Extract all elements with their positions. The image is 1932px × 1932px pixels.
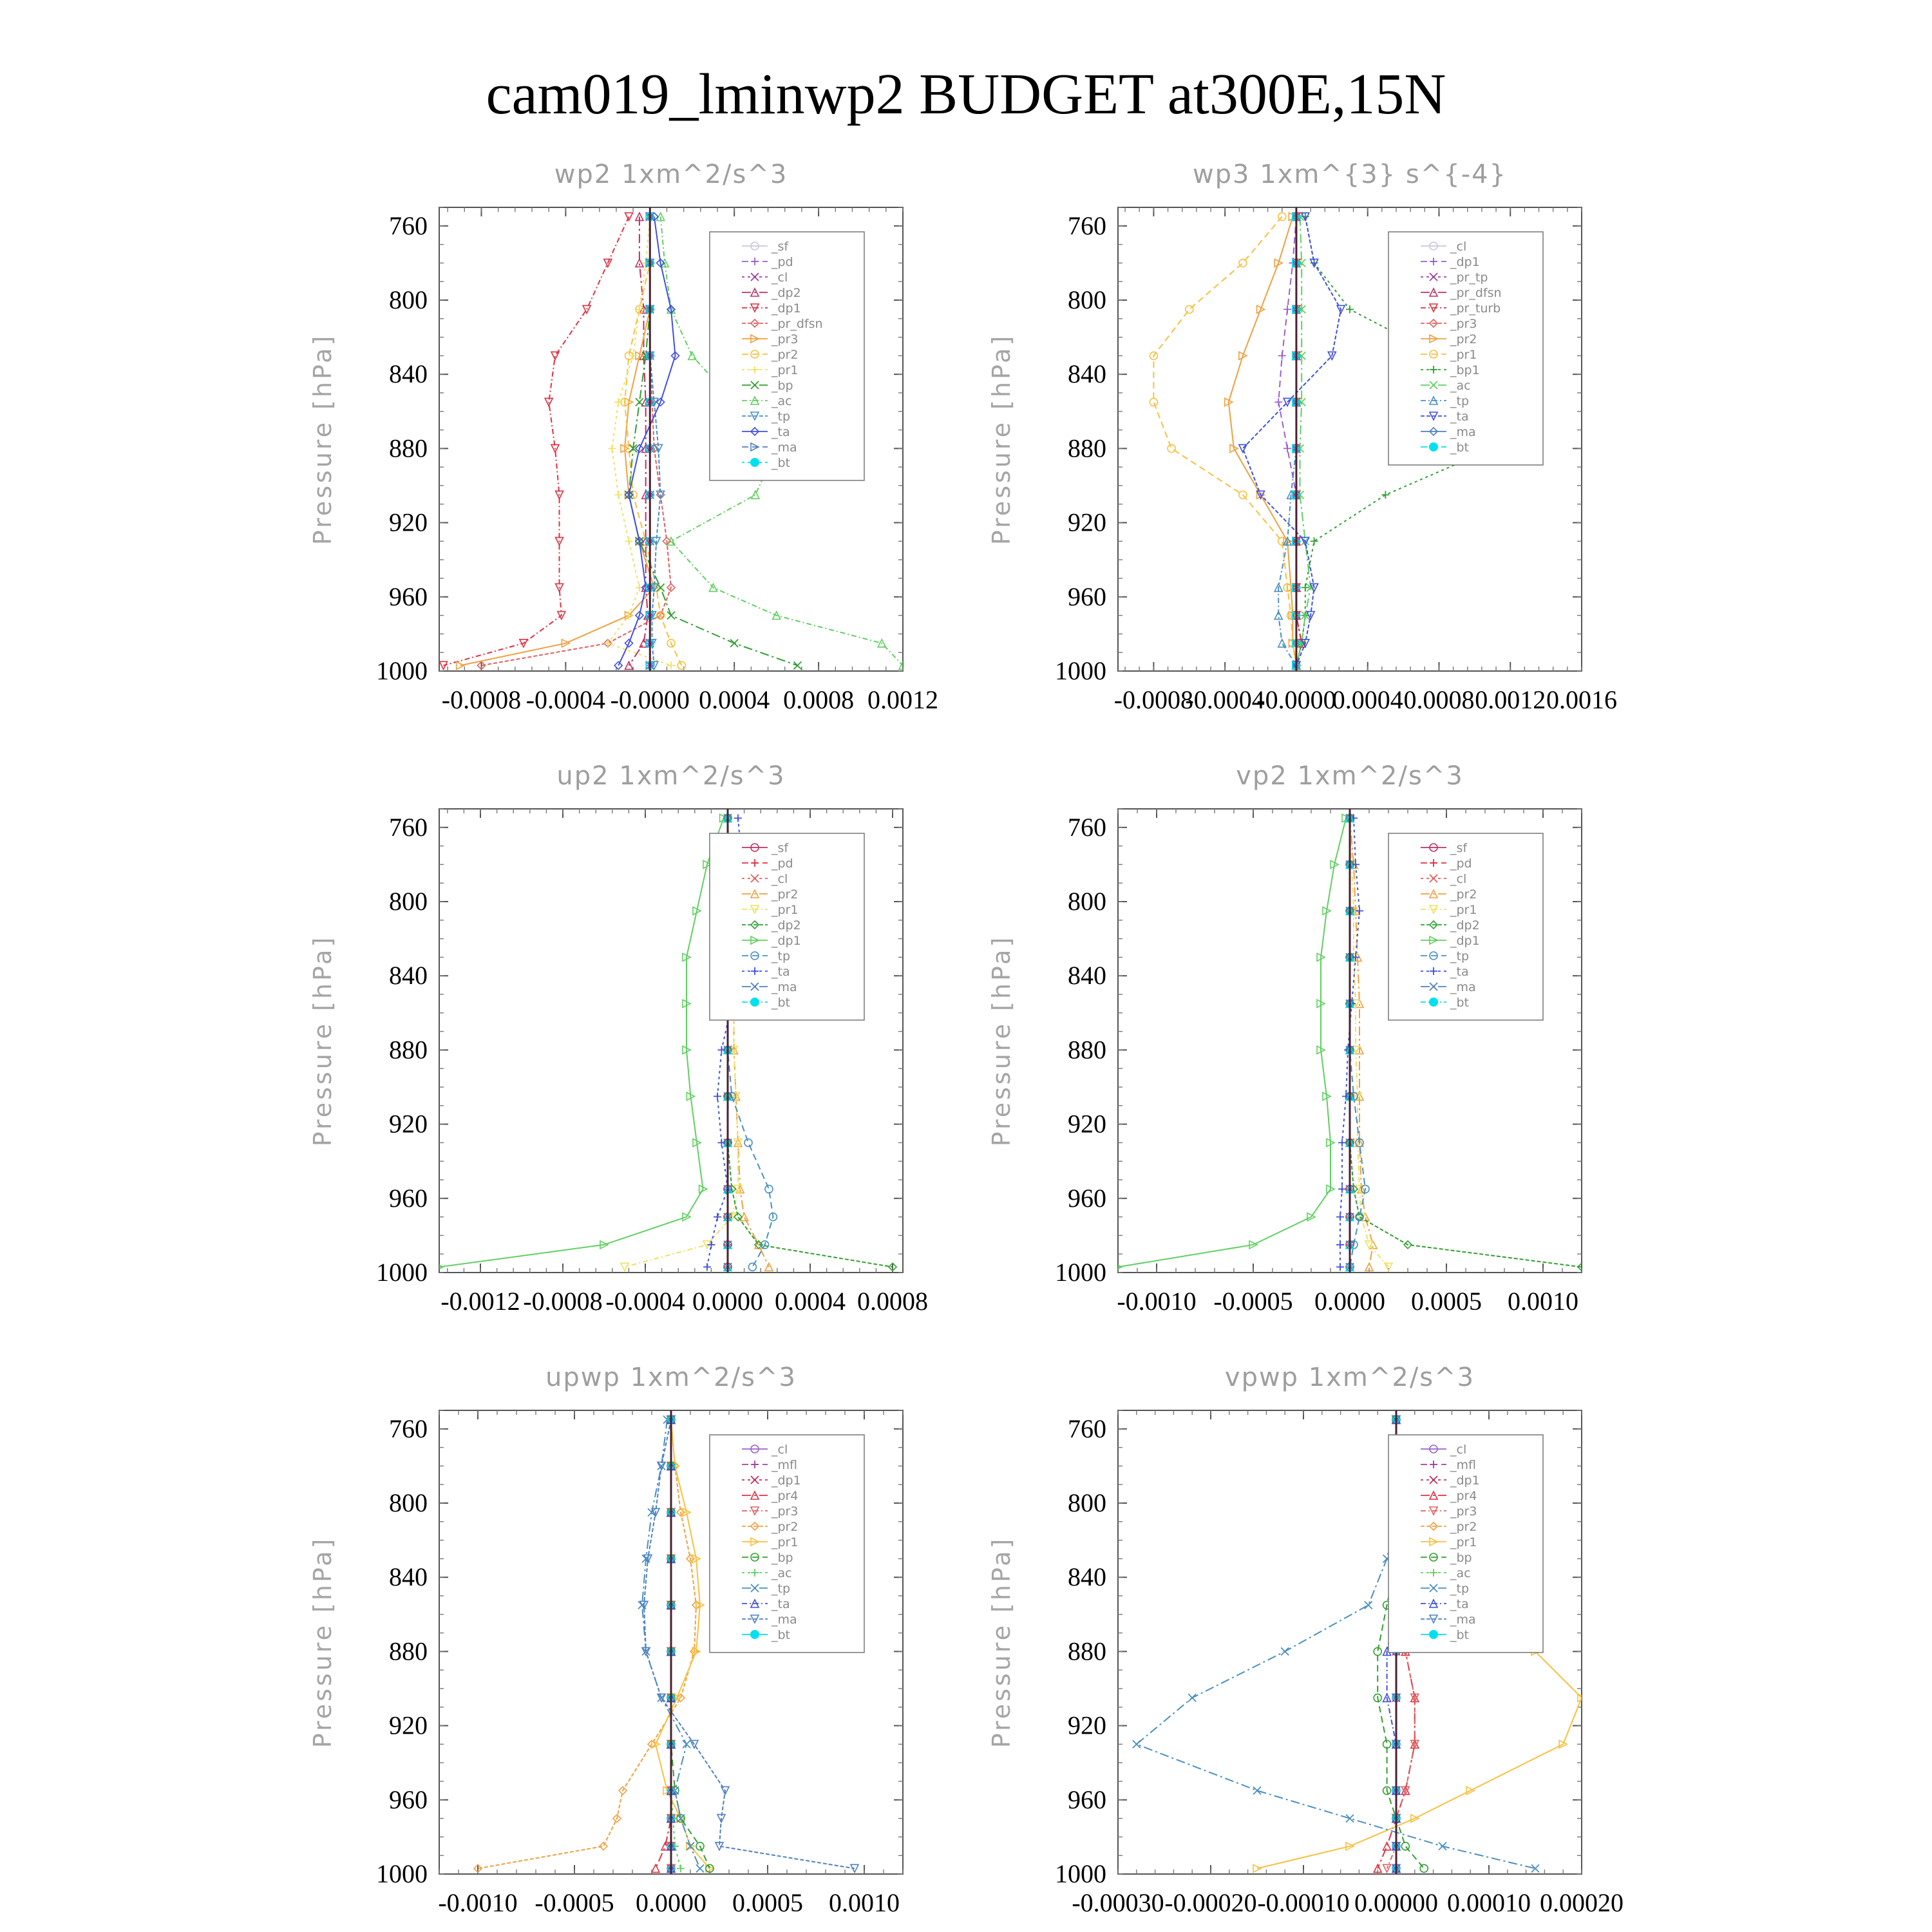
x-tick-label: -0.0004 <box>605 1287 685 1316</box>
legend-label: _ac <box>772 1566 792 1580</box>
data-point <box>625 537 633 545</box>
legend-label: _pr2 <box>772 348 799 362</box>
y-tick-label: 760 <box>1068 211 1106 240</box>
series-line <box>1350 818 1388 1267</box>
series-line <box>1278 216 1296 665</box>
legend-marker <box>750 998 759 1007</box>
panel-title: up2 1xm^2/s^3 <box>556 761 786 791</box>
legend-label: _pr2 <box>772 887 799 902</box>
legend-marker <box>1429 1630 1438 1639</box>
x-tick-label: 0.0000 <box>692 1287 763 1316</box>
x-tick-label: 0.00020 <box>1540 1888 1624 1917</box>
data-point <box>1188 1694 1196 1701</box>
legend-label: _pr3 <box>772 1504 799 1519</box>
legend-label: _cl <box>772 872 788 886</box>
x-tick-label: -0.0008 <box>441 685 522 714</box>
data-point <box>714 1213 721 1221</box>
y-tick-label: 880 <box>1068 433 1106 463</box>
y-tick-label: 760 <box>389 1414 428 1443</box>
legend-label: _tp <box>772 949 791 963</box>
legend-label: _ta <box>772 965 790 979</box>
data-point <box>1420 1864 1428 1872</box>
y-tick-label: 1000 <box>1055 1859 1106 1888</box>
series-line <box>608 216 671 665</box>
data-point <box>667 612 675 620</box>
series-line <box>439 818 724 1267</box>
y-tick-label: 880 <box>389 1035 428 1065</box>
x-tick-label: 0.0004 <box>699 685 770 714</box>
series-line <box>1350 818 1365 1267</box>
legend-label: _ta <box>1450 1597 1469 1611</box>
legend-label: _pr2 <box>1450 887 1477 902</box>
y-tick-label: 960 <box>389 1785 428 1814</box>
chart-panel <box>987 160 1617 714</box>
legend-label: _bt <box>772 996 791 1010</box>
data-point <box>748 1263 756 1271</box>
chart-panel <box>308 761 928 1316</box>
legend-label: _ma <box>772 1613 797 1627</box>
data-point <box>551 352 559 359</box>
y-tick-label: 920 <box>1068 1109 1106 1139</box>
y-tick-label: 760 <box>389 211 428 240</box>
data-point <box>1356 999 1363 1007</box>
legend-label: _pr_dfsn <box>772 317 823 331</box>
y-tick-label: 760 <box>1068 1414 1106 1443</box>
x-tick-label: 0.0016 <box>1546 685 1617 714</box>
y-tick-label: 960 <box>1068 582 1106 611</box>
legend-label: _tp <box>772 1582 791 1596</box>
legend-label: _sf <box>772 841 789 855</box>
y-tick-label: 800 <box>1068 285 1106 314</box>
legend-label: _dp2 <box>772 286 801 300</box>
x-tick-label: 0.0008 <box>1403 685 1475 714</box>
data-point <box>1283 444 1291 452</box>
legend-marker <box>750 1630 759 1639</box>
legend-label: _cl <box>1450 1443 1467 1457</box>
data-point <box>614 491 622 498</box>
series-line <box>1118 818 1346 1267</box>
data-point <box>1365 1601 1372 1609</box>
x-tick-label: 0.0004 <box>1332 685 1403 714</box>
y-tick-label: 960 <box>389 582 428 611</box>
x-tick-label: 0.0010 <box>1508 1287 1578 1316</box>
legend-label: _ta <box>1450 410 1469 424</box>
x-tick-label: -0.0005 <box>535 1888 614 1917</box>
data-point <box>1239 259 1247 267</box>
y-tick-label: 760 <box>389 812 428 842</box>
y-tick-label: 1000 <box>1055 1258 1106 1287</box>
data-point <box>1346 1815 1354 1823</box>
y-tick-label: 1000 <box>1055 656 1106 685</box>
y-tick-label: 880 <box>389 433 428 463</box>
y-tick-label: 800 <box>389 1488 428 1517</box>
legend-label: _tp <box>1450 1582 1470 1596</box>
legend-label: _tp <box>772 410 791 424</box>
series-line <box>1229 216 1296 665</box>
y-tick-label: 880 <box>1068 1636 1106 1666</box>
y-tick-label: 920 <box>389 1710 428 1740</box>
legend-label: _pd <box>772 857 793 871</box>
legend-label: _dp1 <box>772 934 801 948</box>
legend-label: _pr1 <box>772 1535 799 1549</box>
legend-label: _dp1 <box>1450 255 1480 269</box>
legend-label: _mfl <box>772 1458 797 1472</box>
legend-label: _ta <box>772 425 790 439</box>
legend-label: _pr2 <box>1450 1520 1477 1534</box>
legend-label: _ma <box>1450 425 1476 439</box>
data-point <box>703 1263 711 1271</box>
x-tick-label: -0.0000 <box>1256 685 1336 714</box>
legend-label: _cl <box>1450 240 1467 254</box>
data-point <box>1281 1647 1289 1655</box>
legend-label: _bp <box>772 1551 793 1565</box>
legend-label: _dp1 <box>772 1473 801 1488</box>
y-axis-label: Pressure [hPa] <box>308 934 337 1147</box>
legend-label: _pd <box>772 255 793 269</box>
x-tick-label: 0.00000 <box>1354 1888 1438 1917</box>
data-point <box>707 1241 715 1249</box>
series-line <box>460 216 654 665</box>
data-point <box>1150 398 1157 406</box>
data-point <box>1401 1842 1409 1850</box>
y-tick-label: 840 <box>1068 359 1106 389</box>
x-tick-label: -0.0008 <box>523 1287 603 1316</box>
y-tick-label: 840 <box>389 359 428 389</box>
x-tick-label: -0.00010 <box>1257 1888 1350 1917</box>
data-point <box>1133 1740 1141 1748</box>
y-axis-label: Pressure [hPa] <box>987 333 1016 545</box>
data-point <box>604 639 612 647</box>
data-point <box>1278 352 1286 359</box>
panel-title: vp2 1xm^2/s^3 <box>1236 761 1464 791</box>
legend-marker <box>1429 998 1438 1007</box>
x-tick-label: 0.0010 <box>829 1888 900 1917</box>
legend-label: _ma <box>772 440 797 455</box>
legend-marker <box>1429 442 1438 451</box>
y-tick-label: 840 <box>1068 961 1106 990</box>
x-tick-label: -0.0010 <box>438 1888 518 1917</box>
legend-label: _bp1 <box>1450 363 1480 377</box>
legend-label: _bt <box>1450 440 1470 455</box>
y-tick-label: 840 <box>1068 1562 1106 1592</box>
y-tick-label: 1000 <box>376 656 428 685</box>
data-point <box>1346 305 1354 313</box>
data-point <box>765 1185 773 1193</box>
data-point <box>1253 1786 1261 1794</box>
series-line <box>656 1419 710 1868</box>
legend-label: _pr4 <box>772 1489 799 1503</box>
legend-label: _ma <box>1450 1613 1476 1627</box>
x-tick-label: 0.0005 <box>732 1888 803 1917</box>
data-point <box>1274 398 1282 406</box>
legend-label: _pr3 <box>1450 317 1477 331</box>
legend-label: _ta <box>1450 965 1469 979</box>
panel-title: wp2 1xm^2/s^3 <box>554 160 788 189</box>
y-tick-label: 880 <box>389 1636 428 1666</box>
data-point <box>608 444 616 452</box>
x-tick-label: 0.0008 <box>783 685 855 714</box>
legend-label: _bp <box>1450 1551 1472 1565</box>
data-point <box>744 1139 752 1146</box>
legend-label: _cl <box>772 270 788 285</box>
data-point <box>1283 305 1291 313</box>
y-tick-label: 960 <box>389 1183 428 1213</box>
series-line <box>1278 216 1296 665</box>
data-point <box>687 1842 694 1850</box>
legend-label: _ac <box>772 394 792 408</box>
series-line <box>478 1419 696 1868</box>
data-point <box>752 491 759 498</box>
data-point <box>696 1864 704 1872</box>
legend-label: _bt <box>772 1628 791 1642</box>
data-point <box>1381 491 1389 498</box>
data-point <box>734 814 742 822</box>
x-tick-label: -0.00030 <box>1072 1888 1164 1917</box>
data-point <box>1168 444 1175 452</box>
data-point <box>730 639 738 647</box>
x-tick-label: 0.0004 <box>775 1287 846 1316</box>
legend-label: _pr2 <box>1450 332 1477 346</box>
data-point <box>1336 1241 1344 1249</box>
legend-label: _dp1 <box>772 301 801 316</box>
legend-label: _ma <box>772 980 797 994</box>
legend-label: _pr_dfsn <box>1450 286 1502 300</box>
legend-label: _pr1 <box>772 363 799 377</box>
legend-label: _pr_turb <box>1450 301 1501 316</box>
legend-label: _pr3 <box>772 332 799 346</box>
x-tick-label: -0.0008 <box>1113 685 1194 714</box>
series-line <box>625 216 681 665</box>
y-tick-label: 960 <box>1068 1183 1106 1213</box>
panel-title: wp3 1xm^{3} s^{-4} <box>1192 160 1508 189</box>
y-axis-label: Pressure [hPa] <box>987 1536 1016 1748</box>
legend-label: _dp2 <box>1450 918 1480 933</box>
legend-label: _tp <box>1450 394 1470 408</box>
legend-label: _bp <box>772 379 793 393</box>
y-tick-label: 840 <box>389 961 428 990</box>
legend-label: _bt <box>1450 996 1470 1010</box>
data-point <box>1383 1842 1391 1850</box>
legend-label: _pr1 <box>1450 348 1477 362</box>
legend-label: _pr1 <box>1450 1535 1477 1549</box>
y-axis-label: Pressure [hPa] <box>987 934 1016 1147</box>
legend-label: _pr_tp <box>1450 270 1488 285</box>
data-point <box>1336 1263 1344 1271</box>
x-tick-label: 0.0000 <box>1314 1287 1385 1316</box>
legend-label: _pr1 <box>1450 903 1477 917</box>
y-tick-label: 920 <box>1068 1710 1106 1740</box>
x-tick-label: 0.00010 <box>1447 1888 1531 1917</box>
x-tick-label: -0.0012 <box>440 1287 520 1316</box>
legend-label: _ma <box>1450 980 1476 994</box>
data-point <box>614 398 622 406</box>
legend-label: _dp2 <box>772 918 801 933</box>
x-tick-label: -0.0004 <box>526 685 606 714</box>
series-line <box>1296 216 1311 665</box>
data-point <box>1311 537 1318 545</box>
panel-title: upwp 1xm^2/s^3 <box>545 1363 797 1392</box>
x-tick-label: -0.00020 <box>1164 1888 1257 1917</box>
legend-label: _bt <box>1450 1628 1470 1642</box>
y-tick-label: 920 <box>1068 507 1106 537</box>
y-tick-label: 800 <box>389 887 428 916</box>
chart-panel <box>987 1363 1624 1917</box>
figure-title: cam019_lminwp2 BUDGET at300E,15N <box>486 62 1446 126</box>
x-tick-label: -0.0010 <box>1117 1287 1197 1316</box>
y-tick-label: 800 <box>1068 1488 1106 1517</box>
series-line <box>671 1419 710 1868</box>
x-tick-label: 0.0005 <box>1411 1287 1482 1316</box>
x-tick-label: -0.0004 <box>1185 685 1265 714</box>
legend-label: _ac <box>1450 1566 1471 1580</box>
data-point <box>1338 1139 1346 1146</box>
chart-panel <box>308 1363 903 1917</box>
legend-label: _mfl <box>1450 1458 1476 1472</box>
y-tick-label: 800 <box>1068 887 1106 916</box>
data-point <box>1338 1185 1346 1193</box>
data-point <box>1186 305 1193 313</box>
legend-label: _ta <box>772 1597 790 1611</box>
data-point <box>667 661 675 669</box>
legend-label: _ac <box>1450 379 1471 393</box>
series-line <box>650 216 660 665</box>
series-line <box>656 1419 671 1868</box>
y-axis-label: Pressure [hPa] <box>308 1536 337 1748</box>
series-line <box>1350 818 1373 1267</box>
x-tick-label: 0.0012 <box>867 685 938 714</box>
legend-label: _pr3 <box>1450 1504 1477 1519</box>
legend-label: _pr4 <box>1450 1489 1477 1503</box>
legend-label: _tp <box>1450 949 1470 963</box>
x-tick-label: -0.0005 <box>1213 1287 1293 1316</box>
series-line <box>444 216 629 665</box>
legend-label: _dp1 <box>1450 1473 1480 1488</box>
data-point <box>652 1864 659 1872</box>
y-tick-label: 920 <box>389 507 428 537</box>
y-tick-label: 920 <box>389 1109 428 1139</box>
data-point <box>677 1864 685 1872</box>
y-tick-label: 800 <box>389 285 428 314</box>
x-tick-label: 0.0000 <box>636 1888 706 1917</box>
y-axis-label: Pressure [hPa] <box>308 333 337 545</box>
data-point <box>625 213 633 220</box>
chart-panel <box>308 160 938 714</box>
x-tick-label: 0.0012 <box>1475 685 1546 714</box>
panel-title: vpwp 1xm^2/s^3 <box>1224 1363 1475 1392</box>
data-point <box>1336 1213 1344 1221</box>
y-tick-label: 1000 <box>376 1258 428 1287</box>
legend-label: _pr2 <box>772 1520 799 1534</box>
legend-label: _sf <box>1450 841 1468 855</box>
data-point <box>583 305 591 313</box>
legend-label: _sf <box>772 240 789 254</box>
chart-panel <box>987 761 1586 1316</box>
data-point <box>714 1092 721 1100</box>
legend-label: _dp1 <box>1450 934 1480 948</box>
series-line <box>1153 216 1296 665</box>
data-point <box>793 661 801 669</box>
legend-label: _bt <box>772 456 791 470</box>
y-tick-label: 880 <box>1068 1035 1106 1065</box>
y-tick-label: 760 <box>1068 812 1106 842</box>
legend-label: _pr1 <box>772 903 799 917</box>
data-point <box>636 398 643 406</box>
legend-label: _cl <box>1450 872 1467 886</box>
x-tick-label: 0.0008 <box>857 1287 928 1316</box>
y-tick-label: 840 <box>389 1562 428 1592</box>
y-tick-label: 1000 <box>376 1859 428 1888</box>
data-point <box>683 1740 690 1748</box>
legend-label: _pd <box>1450 857 1472 871</box>
legend-marker <box>750 458 759 467</box>
legend-label: _cl <box>772 1443 788 1457</box>
x-tick-label: -0.0000 <box>610 685 690 714</box>
y-tick-label: 960 <box>1068 1785 1106 1814</box>
